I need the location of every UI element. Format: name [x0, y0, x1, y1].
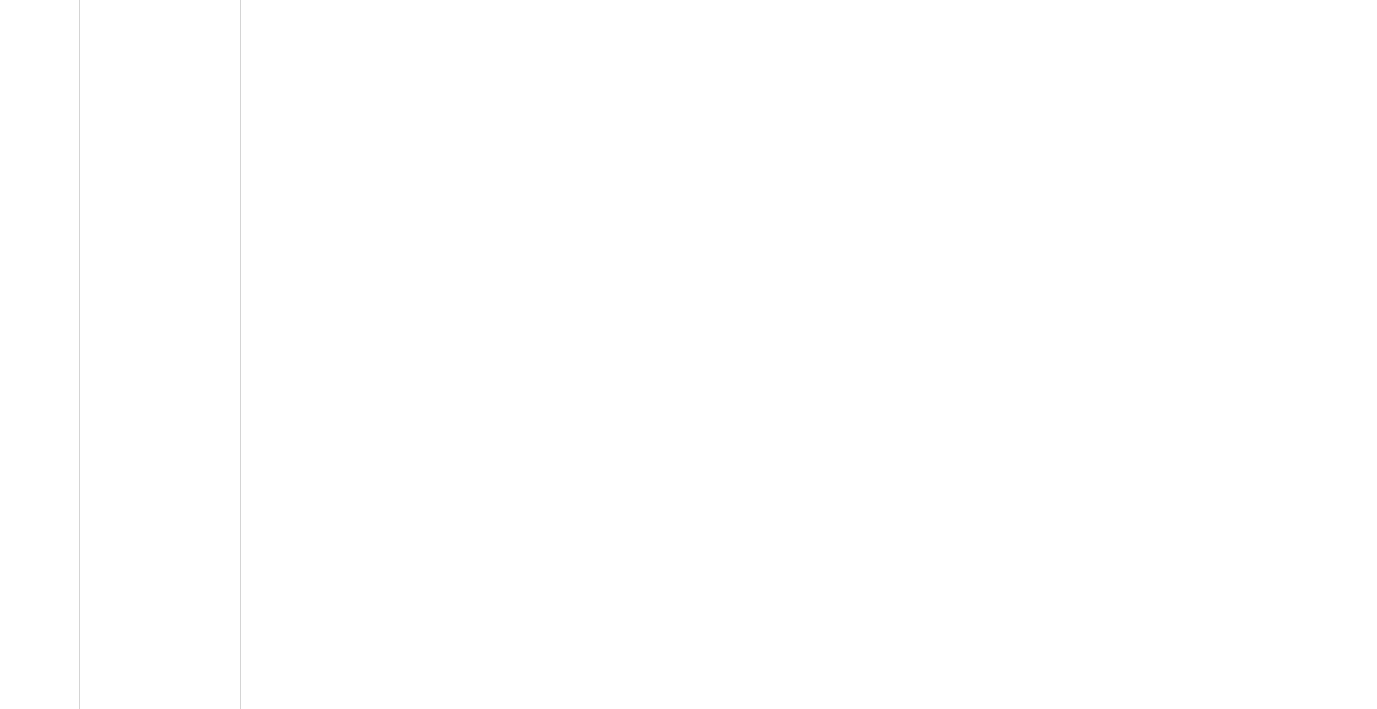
gridline	[240, 0, 241, 709]
gridline	[79, 0, 80, 709]
